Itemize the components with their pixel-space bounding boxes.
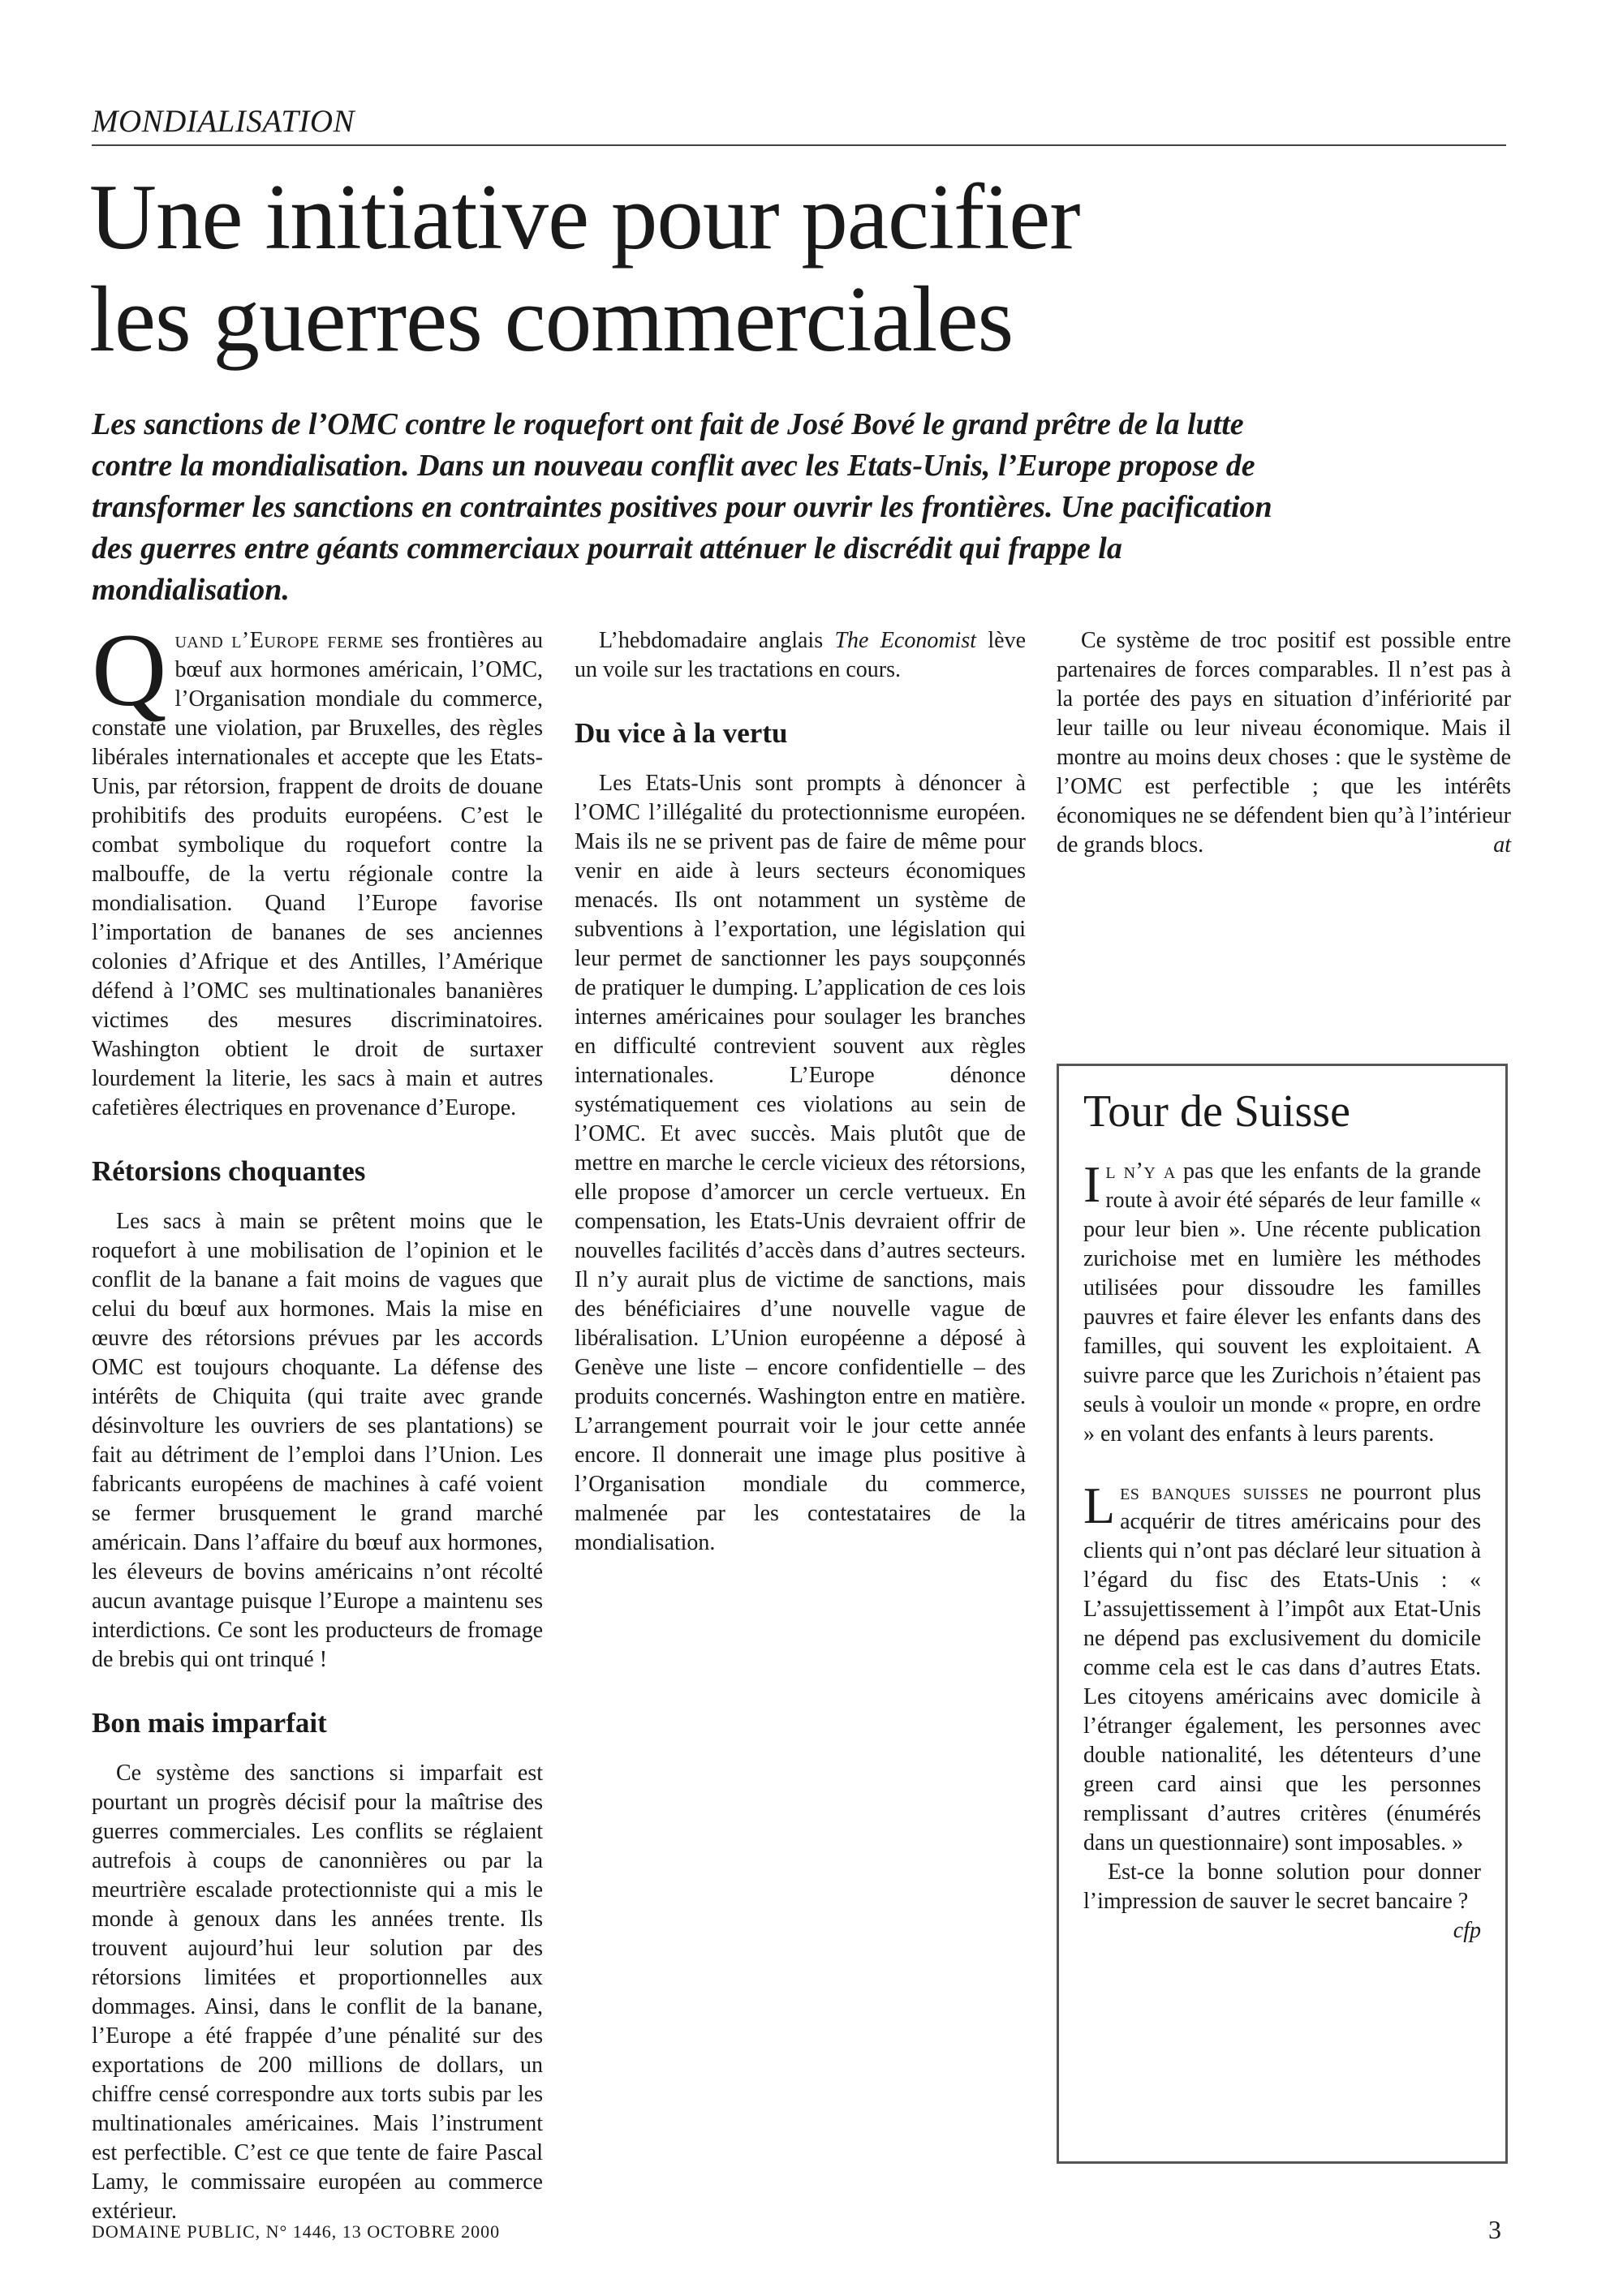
box-paragraph-2 [1083,1478,1481,1858]
article-paragraph-4 [575,626,1026,685]
lead-smallcaps: uand l’Europe ferme [174,628,384,653]
box-smallcaps: es banques suisses [1120,1480,1310,1505]
subheading-du-vice-a-la-vertu: Du vice à la vertu [575,717,788,749]
subheading-retorsions: Rétorsions choquantes [92,1155,366,1187]
subheading-bon-mais-imparfait: Bon mais imparfait [92,1707,327,1739]
article-signature: at [1493,832,1511,858]
box-smallcaps: l n’y a [1105,1159,1176,1184]
article-paragraph-3: Ce système des sanctions si imparfait est pourtant un progrès décisif pour la maîtrise des guerres commerciales. Les conflits se réglaient autrefois à coups de canonnières ou par la meurtrière escalade protectionniste qui a mis le monde à genoux dans les années trente. Ils trouvent aujourd’hui leur solution par des rétorsions limitées et proportionnelles aux dommages. Ainsi, dans le conflit de la banane, l’Europe a été frappée d’une pénalité sur des exportations de 200 millions de dollars, un chiffre censé correspondre aux torts subis par les multinationales américaines. Mais l’instrument est perfectible. C’est ce que tente de faire Pascal Lamy, le commissaire européen au commerce extérieur. [92,1761,543,2224]
paragraph-text: lève un voile sur les tractations en cours. [575,628,1026,682]
article-paragraph-6 [1057,626,1511,860]
drop-cap: Q [92,613,167,728]
article-paragraph-1 [92,613,543,1123]
headline [89,166,1388,371]
box-paragraph-1 [1083,1157,1481,1449]
box-initial: L [1083,1477,1116,1534]
sidebar-box-tour-de-suisse [1057,1064,1508,2164]
article-column-2 [575,626,1026,1558]
headline-line-2: les guerres commerciales [89,268,1014,371]
page-number: 3 [1488,2215,1501,2244]
paragraph-text: ses frontières au bœuf aux hormones américain, l’OMC, l’Organisation mondiale du commerce, constate une violation, par Bruxelles, des règles libérales internationales et accepte que les Etats-Unis, par rétorsion, frappent de droits de douane prohibitifs des produits européens. C’est le combat symbolique du roquefort contre la malbouffe, de la vertu régionale contre la mondialisation. Quand l’Europe favorise l’importation de bananes de ses anciennes colonies d’Afrique et des Antilles, l’Amérique défend à l’OMC ses multinationales bananières victimes des mesures discriminatoires. Washington obtient le droit de surtaxer lourdement la literie, les sacs à main et autres cafetières électriques en provenance d’Europe. [92,628,543,1120]
paragraph-text: Ce système de troc positif est possible entre partenaires de forces comparables. Il n’est pas à la portée des pays en situation d’infériorité par leur taille ou leur niveau économique. Mais il montre au moins deux choses : que le système de l’OMC est perfectible ; que les intérêts économiques ne se défendent bien qu’à l’intérieur de grands blocs. [1057,628,1511,858]
box-signature: cfp [1453,1918,1481,1943]
box-body [1083,1155,1482,1943]
paragraph-text: pas que les enfants de la grande route à avoir été séparés de leur famille « pour leur bien ». Une récente publication zurichoise met en lumière les méthodes utilisées pour dissoudre les familles pauvres et faire élever les enfants dans des familles, qui souvent les exploitaient. A suivre parce que les Zurichois n’étaient pas seuls à vouloir un monde « propre, en ordre » en volant des enfants à leurs parents. [1083,1159,1481,1447]
paragraph-text: Est-ce la bonne solution pour donner l’impression de sauver le secret bancaire ? [1083,1860,1481,1914]
paragraph-text: ne pourront plus acquérir de titres américains pour des clients qui n’ont pas déclaré leur situation à l’égard du fisc des Etats-Unis : « L’assujettissement à l’impôt aux Etat-Unis ne dépend pas exclusivement du domicile comme cela est le cas dans d’autres Etats. Les citoyens américains avec domicile à l’étranger également, les personnes avec double nationalité, les détenteurs d’une green card ainsi que les personnes remplissant d’autres critères (énumérés dans un questionnaire) sont imposables. » [1083,1480,1482,1855]
section-rubric: MONDIALISATION [92,102,1506,146]
box-paragraph-3 [1083,1858,1481,1943]
article-paragraph-2: Les sacs à main se prêtent moins que le roquefort à une mobilisation de l’opinion et le conflit de la banane a fait moins de vagues que celui du bœuf aux hormones. Mais la mise en œuvre des rétorsions prévues par les accords OMC est toujours choquante. La défense des intérêts de Chiquita (qui traite avec grande désinvolture les ouvriers de ses plantations) se fait au détriment de l’emploi dans l’Union. Les fabricants européens de machines à café voient se fermer brusquement le grand marché américain. Dans l’affaire du bœuf aux hormones, les éleveurs de bovins américains n’ont récolté aucun avantage puisque l’Europe a maintenu ses interdictions. Ce sont les producteurs de fromage de brebis qui ont trinqué ! [92,1209,543,1672]
paragraph-text: L’hebdomadaire anglais [599,628,835,653]
box-title: Tour de Suisse [1083,1086,1350,1137]
headline-line-1: Une initiative pour pacifier [89,166,1080,269]
box-initial: I [1083,1155,1101,1213]
footer-issue: DOMAINE PUBLIC, N° 1446, 13 OCTOBRE 2000 [92,2221,501,2242]
article-column-3 [1057,626,1511,860]
publication-title: The Economist [834,628,977,653]
lead-paragraph: Les sanctions de l’OMC contre le roquefort ont fait de José Bové le grand prêtre de la lutte contre la mondialisation. Dans un nouveau conflit avec les Etats-Unis, l’Europe propose de transformer les sanctions en contraintes positives pour ouvrir les frontières. Une pacification des guerres entre géants commerciaux pourrait atténuer le discrédit qui frappe la mondialisation. [92,407,1272,607]
article-column-1 [92,613,543,2226]
article-paragraph-5: Les Etats-Unis sont prompts à dénoncer à l’OMC l’illégalité du protectionnisme européen. Mais ils ne se privent pas de faire de même pour venir en aide à leurs secteurs économiques menacés. Ils ont notamment un système de subventions à l’exportation, une législation qui leur permet de sanctionner les pays soupçonnés de pratiquer le dumping. L’application de ces lois internes américaines pour soulager les branches en difficulté contrevient souvent aux règles internationales. L’Europe dénonce systématiquement ces violations au sein de l’OMC. Et avec succès. Mais plutôt que de mettre en marche le cercle vicieux des rétorsions, elle propose d’amorcer un cercle vertueux. En compensation, les Etats-Unis devraient offrir de nouvelles facilités d’accès dans d’autres secteurs. Il n’y aurait plus de victime de sanctions, mais des bénéficiaires d’une nouvelle vague de libéralisation. L’Union européenne a déposé à Genève une liste – encore confidentielle – des produits concernés. Washington entre en matière. L’arrangement pourrait voir le jour cette année encore. Il donnerait une image plus positive à l’Organisation mondiale du commerce, malmenée par les contestataires de la mondialisation. [575,771,1026,1555]
